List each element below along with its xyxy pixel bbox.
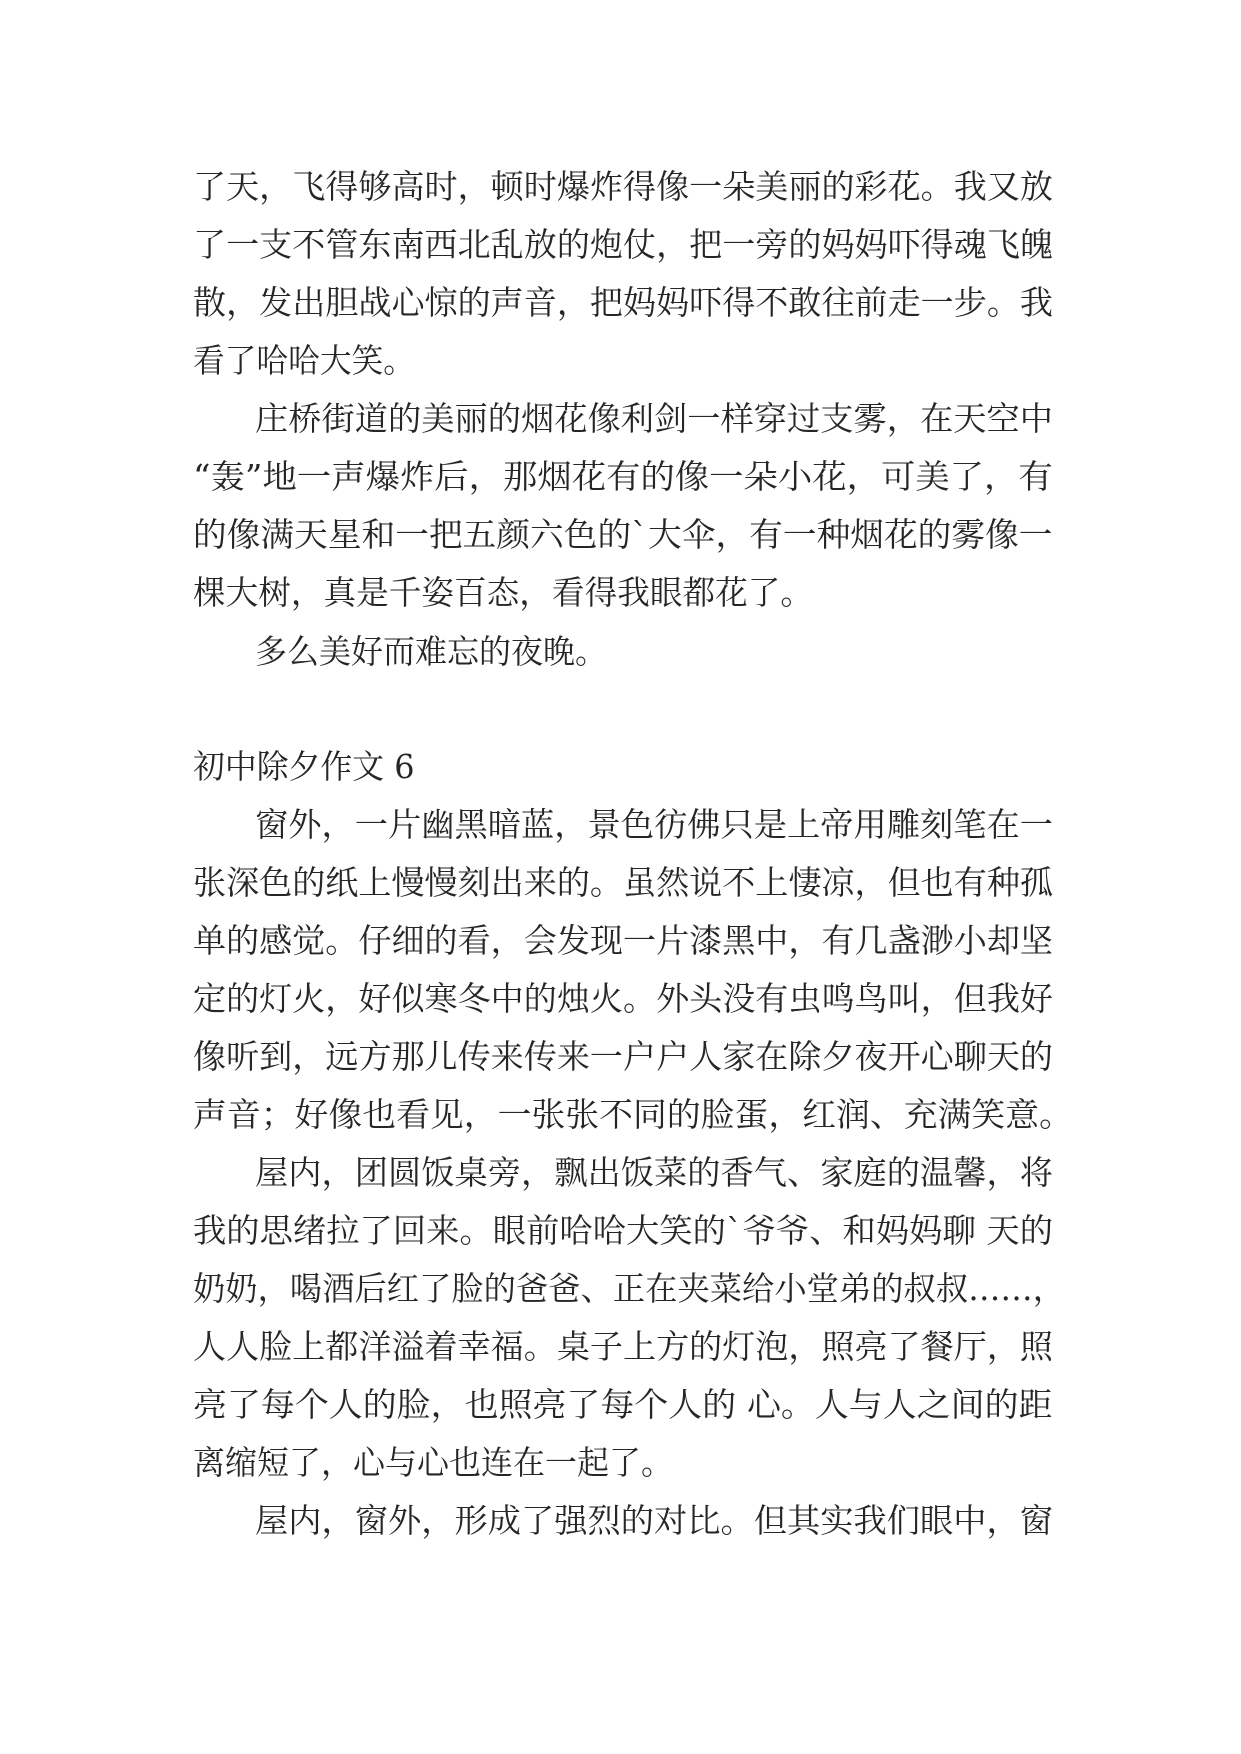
text-line: 张深色的纸上慢慢刻出来的。虽然说不上悽凉，但也有种孤 [193,863,1053,902]
text-line: 散，发出胆战心惊的声音，把妈妈吓得不敢往前走一步。我 [193,283,1053,322]
text-line: 我的思绪拉了回来。眼前哈哈大笑的`爷爷、和妈妈聊 天的 [193,1211,1054,1250]
text-line: 离缩短了，心与心也连在一起了。 [193,1443,674,1482]
text-line: 屋内，窗外，形成了强烈的对比。但其实我们眼中，窗 [255,1501,1054,1540]
text-line: 人人脸上都洋溢着幸福。桌子上方的灯泡，照亮了餐厅，照 [193,1327,1053,1366]
text-line: 奶奶，喝酒后红了脸的爸爸、正在夹菜给小堂弟的叔叔……， [193,1269,1066,1308]
section-heading: 初中除夕作文 6 [193,747,415,786]
text-line: 的像满天星和一把五颜六色的`大伞，有一种烟花的雾像一 [193,515,1053,554]
text-line: 看了哈哈大笑。 [193,341,415,380]
text-line: 多么美好而难忘的夜晚。 [255,632,608,671]
text-line: 像听到，远方那儿传来传来一户户人家在除夕夜开心聊天的 [193,1037,1053,1076]
text-line: 棵大树，真是千姿百态，看得我眼都花了。 [193,573,813,612]
text-line: 亮了每个人的脸，也照亮了每个人的 心。人与人之间的距 [193,1385,1053,1424]
text-line: 定的灯火，好似寒冬中的烛火。外头没有虫鸣鸟叫，但我好 [193,979,1053,1018]
text-line: 庄桥街道的美丽的烟花像利剑一样穿过支雾，在天空中 [255,399,1054,438]
text-line: 单的感觉。仔细的看，会发现一片漆黑中，有几盏渺小却坚 [193,921,1053,960]
text-line: 窗外，一片幽黑暗蓝，景色彷佛只是上帝用雕刻笔在一 [255,805,1054,844]
text-line: 声音；好像也看见，一张张不同的脸蛋，红润、充满笑意。 [193,1095,1073,1134]
text-line: 屋内，团圆饭桌旁，飘出饭菜的香气、家庭的温馨，将 [255,1153,1054,1192]
text-line: 了一支不管东南西北乱放的炮仗，把一旁的妈妈吓得魂飞魄 [193,225,1053,264]
text-line: “轰”地一声爆炸后，那烟花有的像一朵小花，可美了，有 [193,457,1053,496]
text-line: 了天，飞得够高时，顿时爆炸得像一朵美丽的彩花。我又放 [193,167,1053,206]
